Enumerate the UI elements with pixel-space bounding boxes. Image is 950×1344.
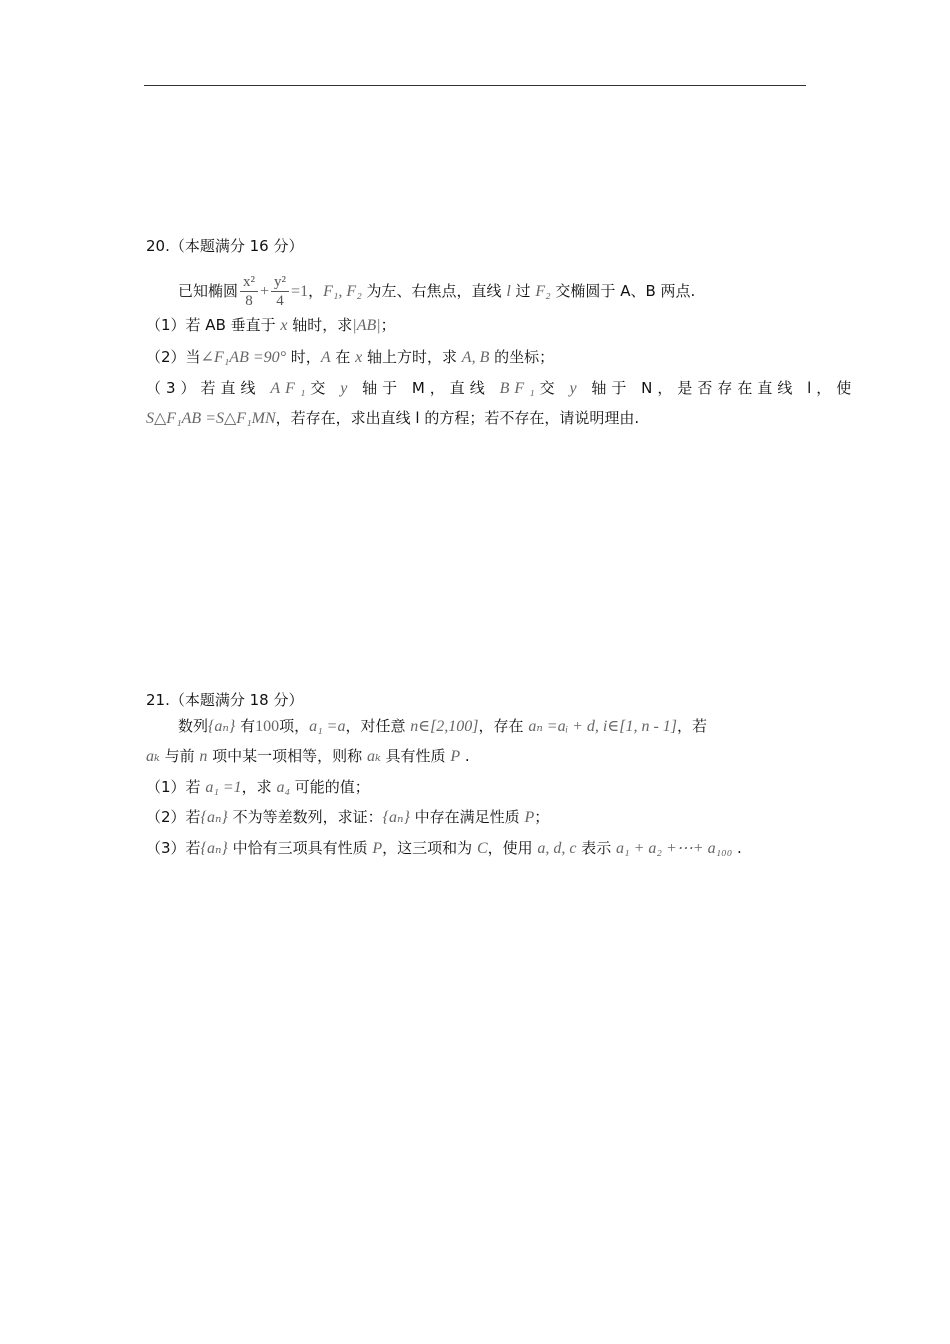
math-expression: A, B bbox=[461, 349, 490, 366]
math-expression: {aₙ} bbox=[200, 840, 228, 857]
text-segment: （1）若 AB 垂直于 bbox=[146, 316, 281, 334]
q21-header: 21.（本题满分 18 分） bbox=[146, 691, 304, 709]
q20-part3-line1 bbox=[146, 378, 856, 399]
math-expression: P bbox=[450, 748, 461, 765]
math-expression: ∠F₁AB =90° bbox=[200, 349, 287, 366]
math-expression: a, d, c bbox=[537, 840, 577, 857]
math-expression: BF₁ bbox=[499, 380, 540, 397]
text-segment: 交 bbox=[539, 379, 570, 397]
math-expression: n∈[2,100] bbox=[410, 718, 479, 735]
q20-part2 bbox=[146, 347, 554, 368]
text-segment: 项中某一项相等，则称 bbox=[207, 747, 367, 765]
math-expression: S△F₁AB =S△F₁MN bbox=[146, 410, 276, 427]
math-expression: P bbox=[372, 840, 383, 857]
math-expression: {aₙ} bbox=[208, 718, 236, 735]
math-expression: F₂ bbox=[535, 283, 551, 300]
text-segment: （3）若直线 bbox=[146, 379, 271, 397]
fraction-numerator: x² bbox=[240, 273, 258, 292]
text-segment: ，这三项和为 bbox=[382, 839, 477, 857]
q21-stem-line1 bbox=[178, 716, 707, 737]
text-segment: 不为等差数列，求证： bbox=[227, 808, 383, 826]
header-rule bbox=[144, 85, 806, 86]
q20-part1 bbox=[146, 315, 396, 336]
fraction bbox=[240, 273, 258, 310]
math-expression: AF₁ bbox=[270, 380, 311, 397]
q21-stem-line2 bbox=[146, 746, 470, 767]
text-segment: 的坐标； bbox=[489, 348, 555, 366]
q20-stem bbox=[178, 273, 695, 310]
text-segment: 轴于 N，是否存在直线 l，使 bbox=[581, 379, 857, 397]
math-expression: aₖ bbox=[146, 748, 160, 765]
text-segment: 交椭圆于 A、B 两点. bbox=[550, 282, 696, 300]
math-expression: l bbox=[506, 283, 511, 300]
math-expression: y bbox=[569, 380, 582, 397]
text-segment: 中恰有三项具有性质 bbox=[227, 839, 373, 857]
math-expression: aₙ =aᵢ + d, i∈[1, n - 1] bbox=[528, 718, 677, 735]
math-expression: y bbox=[340, 380, 353, 397]
math-expression: F₁, F₂ bbox=[323, 283, 362, 300]
q21-part3 bbox=[146, 838, 742, 859]
text-segment: 过 bbox=[510, 282, 536, 300]
math-expression: x bbox=[355, 349, 363, 366]
text-segment: ； bbox=[534, 808, 550, 826]
text-segment: 数列 bbox=[178, 717, 209, 735]
text-segment: 轴时，求 bbox=[287, 316, 353, 334]
text-segment: （2）若 bbox=[146, 808, 201, 826]
text-segment: 项， bbox=[279, 717, 310, 735]
math-expression: a₁ =a bbox=[309, 718, 346, 735]
text-segment: 已知椭圆 bbox=[178, 282, 239, 300]
math-expression: |AB| bbox=[352, 317, 381, 334]
q20-header: 20.（本题满分 16 分） bbox=[146, 237, 304, 255]
text-segment: （1）若 bbox=[146, 778, 206, 796]
text-segment: . bbox=[732, 839, 742, 857]
text-segment: 为左、右焦点，直线 bbox=[361, 282, 507, 300]
text-segment: 有 bbox=[235, 717, 256, 735]
text-segment: 交 bbox=[310, 379, 341, 397]
text-segment: 中存在满足性质 bbox=[409, 808, 525, 826]
math-expression: a₄ bbox=[276, 779, 291, 796]
math-expression: =1 bbox=[291, 283, 309, 300]
text-segment: 时， bbox=[286, 348, 321, 366]
text-segment: ； bbox=[380, 316, 396, 334]
fraction-numerator: y² bbox=[271, 273, 289, 292]
math-expression: A bbox=[320, 349, 331, 366]
text-segment: ，求 bbox=[241, 778, 277, 796]
math-expression: x bbox=[280, 317, 288, 334]
fraction bbox=[271, 273, 289, 310]
q20-part3-line2 bbox=[146, 408, 639, 429]
text-segment: ，若存在，求出直线 l 的方程；若不存在，请说明理由. bbox=[275, 409, 640, 427]
q21-part1 bbox=[146, 777, 370, 798]
text-segment: ，若 bbox=[677, 717, 708, 735]
text-segment: 可能的值； bbox=[290, 778, 370, 796]
math-expression: a₁ + a₂ +⋯+ a₁₀₀ bbox=[616, 840, 733, 857]
math-expression: P bbox=[524, 809, 535, 826]
q21-part2 bbox=[146, 807, 549, 828]
math-expression: 100 bbox=[255, 718, 280, 735]
math-expression: {aₙ} bbox=[382, 809, 410, 826]
text-segment: 与前 bbox=[159, 747, 200, 765]
text-segment: 轴上方时，求 bbox=[362, 348, 462, 366]
math-expression: {aₙ} bbox=[200, 809, 228, 826]
fraction-denominator: 8 bbox=[245, 293, 253, 309]
text-segment: . bbox=[460, 747, 470, 765]
fraction-denominator: 4 bbox=[276, 293, 284, 309]
text-segment: ， bbox=[308, 282, 324, 300]
text-segment: ，存在 bbox=[478, 717, 529, 735]
math-expression: n bbox=[199, 748, 208, 765]
text-segment: ，使用 bbox=[487, 839, 538, 857]
text-segment: 表示 bbox=[576, 839, 617, 857]
math-expression: + bbox=[260, 283, 270, 300]
text-segment: ，对任意 bbox=[345, 717, 411, 735]
math-expression: aₖ bbox=[366, 748, 381, 765]
text-segment: 具有性质 bbox=[380, 747, 451, 765]
text-segment: （2）当 bbox=[146, 348, 201, 366]
math-expression: a₁ =1 bbox=[205, 779, 242, 796]
text-segment: 轴于 M，直线 bbox=[352, 379, 500, 397]
math-expression: C bbox=[476, 840, 488, 857]
text-segment: 在 bbox=[330, 348, 356, 366]
text-segment: （3）若 bbox=[146, 839, 201, 857]
